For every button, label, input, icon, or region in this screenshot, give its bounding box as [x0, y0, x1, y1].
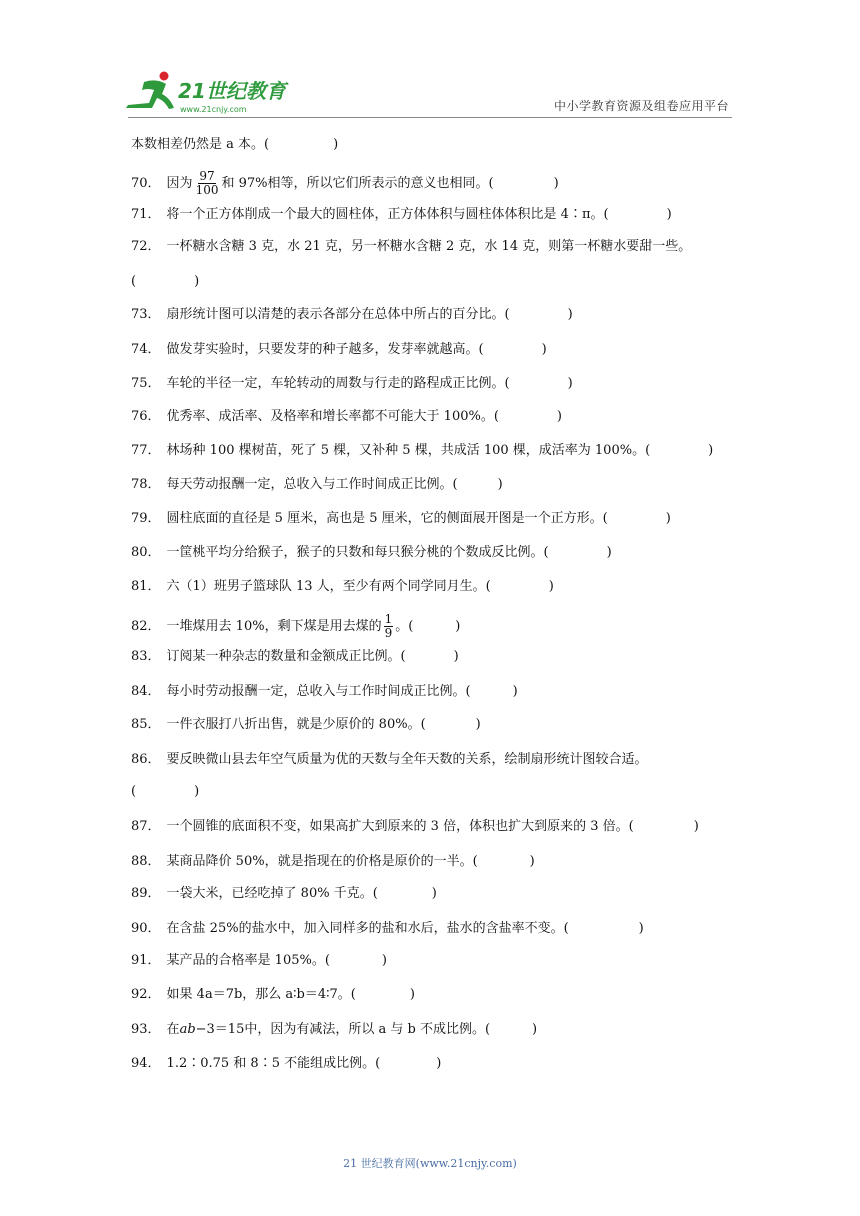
question-text: 车轮的半径一定，车轮转动的周数与行走的路程成正比例。(	[166, 376, 510, 391]
question-item	[131, 442, 713, 460]
question-text: 六（1）班男子篮球队 13 人，至少有两个同学同月生。(	[166, 579, 491, 594]
question-text: 一个圆锥的底面积不变，如果高扩大到原来的 3 倍，体积也扩大到原来的 3 倍。(	[166, 819, 634, 834]
math-variable: ab	[179, 1022, 196, 1037]
answer-blank[interactable]: )	[548, 579, 554, 594]
question-number: 70．	[131, 175, 161, 191]
answer-blank[interactable]: )	[567, 307, 573, 322]
fraction	[195, 170, 220, 197]
answer-blank[interactable]: )	[436, 1056, 442, 1071]
question-number: 77．	[131, 443, 161, 458]
question-item	[131, 716, 481, 734]
answer-blank[interactable]: )	[553, 175, 559, 191]
question-text: 某商品降价 50%，就是指现在的价格是原价的一半。(	[166, 854, 478, 869]
fraction-numerator: 97	[199, 169, 215, 183]
answer-blank[interactable]: )	[333, 137, 339, 152]
question-text: 中，因为有减法，所以 a 与 b 不成比例。(	[244, 1022, 491, 1037]
question-number: 73．	[131, 307, 161, 322]
question-number: 91．	[131, 953, 161, 968]
question-item	[131, 238, 691, 256]
question-text: 圆柱底面的直径是 5 厘米，高也是 5 厘米，它的侧面展开图是一个正方形。(	[166, 511, 608, 526]
answer-blank[interactable]: )	[666, 207, 672, 222]
question-item	[131, 510, 671, 528]
question-text: (	[131, 784, 137, 799]
question-number: 80．	[131, 545, 161, 560]
answer-blank[interactable]: )	[693, 819, 699, 834]
answer-blank[interactable]: )	[381, 953, 387, 968]
site-logo[interactable]	[122, 68, 292, 116]
fraction-denominator: 9	[384, 626, 393, 640]
question-number: 82．	[131, 618, 161, 634]
answer-blank[interactable]: )	[606, 545, 612, 560]
question-number: 89．	[131, 886, 161, 901]
question-text: 一件衣服打八折出售，就是少原价的 80%。(	[166, 717, 426, 732]
question-item	[131, 613, 460, 640]
answer-blank[interactable]: )	[708, 443, 714, 458]
question-text: 每天劳动报酬一定，总收入与工作时间成正比例。(	[166, 477, 458, 492]
question-number: 81．	[131, 579, 161, 594]
answer-blank[interactable]: )	[567, 376, 573, 391]
answer-blank[interactable]: )	[409, 987, 415, 1002]
question-item	[131, 170, 559, 197]
question-text: 做发芽实验时，只要发芽的种子越多，发芽率就越高。(	[166, 342, 484, 357]
header-divider	[128, 117, 732, 118]
answer-blank[interactable]: )	[194, 784, 200, 799]
question-item	[131, 476, 503, 494]
question-text: 扇形统计图可以清楚的表示各部分在总体中所占的百分比。(	[166, 307, 510, 322]
question-item	[131, 341, 547, 359]
question-item	[131, 306, 573, 324]
question-number: 75．	[131, 376, 161, 391]
question-text: 在	[166, 1022, 180, 1037]
question-item	[131, 408, 562, 426]
question-text: 林场种 100 棵树苗，死了 5 棵，又补种 5 棵，共成活 100 棵，成活率为 100%。(	[166, 443, 651, 458]
question-item	[131, 853, 535, 871]
logo-url: www.21cnjy.com	[180, 105, 247, 114]
question-text: 因为	[166, 175, 193, 191]
question-text: 一筐桃平均分给猴子，猴子的只数和每只猴分桃的个数成反比例。(	[166, 545, 549, 560]
question-number: 88．	[131, 854, 161, 869]
page-header	[0, 0, 860, 125]
question-number: 71．	[131, 207, 161, 222]
question-text: 1.2∶0.75 和 8∶5 不能组成比例。(	[166, 1056, 381, 1071]
question-item	[131, 986, 415, 1004]
question-item	[131, 683, 518, 701]
question-item	[131, 783, 199, 801]
question-item	[131, 273, 199, 291]
answer-blank[interactable]: )	[475, 717, 481, 732]
question-item	[131, 751, 648, 769]
question-number: 94．	[131, 1056, 161, 1071]
question-item	[131, 1055, 441, 1073]
question-number: 79．	[131, 511, 161, 526]
question-text: 订阅某一种杂志的数量和金额成正比例。(	[166, 649, 406, 664]
question-text: 和 97%相等，所以它们所表示的意义也相同。(	[221, 175, 494, 191]
question-item	[131, 885, 437, 903]
platform-name: 中小学教育资源及组卷应用平台	[553, 99, 729, 113]
question-text: 要反映微山县去年空气质量为优的天数与全年天数的关系，绘制扇形统计图较合适。	[166, 752, 648, 767]
question-text: 。(	[395, 618, 414, 634]
question-number: 76．	[131, 409, 161, 424]
answer-blank[interactable]: )	[194, 274, 200, 289]
logo-text: 21世纪教育	[178, 79, 286, 103]
question-number: 86．	[131, 752, 161, 767]
question-number: 74．	[131, 342, 161, 357]
question-text: 某产品的合格率是 105%。(	[166, 953, 330, 968]
question-item	[131, 648, 459, 666]
question-item	[131, 375, 573, 393]
question-text: 一堆煤用去 10%，剩下煤是用去煤的	[166, 618, 382, 634]
math-expression: −3＝15	[195, 1022, 245, 1037]
answer-blank[interactable]: )	[453, 649, 459, 664]
answer-blank[interactable]: )	[556, 409, 562, 424]
answer-blank[interactable]: )	[665, 511, 671, 526]
question-text: 优秀率、成活率、及格率和增长率都不可能大于 100%。(	[166, 409, 499, 424]
question-text: 将一个正方体削成一个最大的圆柱体，正方体体积与圆柱体体积比是 4∶π。(	[166, 207, 609, 222]
answer-blank[interactable]: )	[512, 684, 518, 699]
question-number: 85．	[131, 717, 161, 732]
question-number: 92．	[131, 987, 161, 1002]
question-text: 一杯糖水含糖 3 克，水 21 克，另一杯糖水含糖 2 克，水 14 克，则第一杯糖水要甜一些。	[166, 239, 692, 254]
question-text: 一袋大米，已经吃掉了 80% 千克。(	[166, 886, 378, 901]
answer-blank[interactable]: )	[638, 921, 644, 936]
question-number: 90．	[131, 921, 161, 936]
answer-blank[interactable]: )	[455, 618, 461, 634]
fraction-numerator: 1	[384, 612, 393, 626]
answer-blank[interactable]: )	[431, 886, 437, 901]
question-number: 93．	[131, 1022, 161, 1037]
answer-blank[interactable]: )	[529, 854, 535, 869]
question-text: 每小时劳动报酬一定，总收入与工作时间成正比例。(	[166, 684, 471, 699]
question-item	[131, 952, 387, 970]
question-text: 本数相差仍然是 a 本。(	[131, 137, 270, 152]
question-item	[131, 136, 338, 154]
question-text: 在含盐 25%的盐水中，加入同样多的盐和水后，盐水的含盐率不变。(	[166, 921, 569, 936]
question-item	[131, 1021, 537, 1039]
fraction-denominator: 100	[195, 183, 219, 197]
page-footer[interactable]: 21 世纪教育网(www.21cnjy.com)	[343, 1157, 517, 1170]
answer-blank[interactable]: )	[497, 477, 503, 492]
question-number: 72．	[131, 239, 161, 254]
question-item	[131, 206, 672, 224]
question-text: 如果 4a＝7b，那么 a∶b＝4∶7。(	[166, 987, 356, 1002]
question-item	[131, 544, 612, 562]
question-number: 87．	[131, 819, 161, 834]
running-figure-icon	[126, 72, 174, 110]
answer-blank[interactable]: )	[541, 342, 547, 357]
question-text: (	[131, 274, 137, 289]
question-number: 78．	[131, 477, 161, 492]
fraction	[384, 613, 394, 640]
question-number: 83．	[131, 649, 161, 664]
question-number: 84．	[131, 684, 161, 699]
question-item	[131, 920, 644, 938]
question-item	[131, 818, 699, 836]
question-item	[131, 578, 554, 596]
answer-blank[interactable]: )	[532, 1022, 538, 1037]
